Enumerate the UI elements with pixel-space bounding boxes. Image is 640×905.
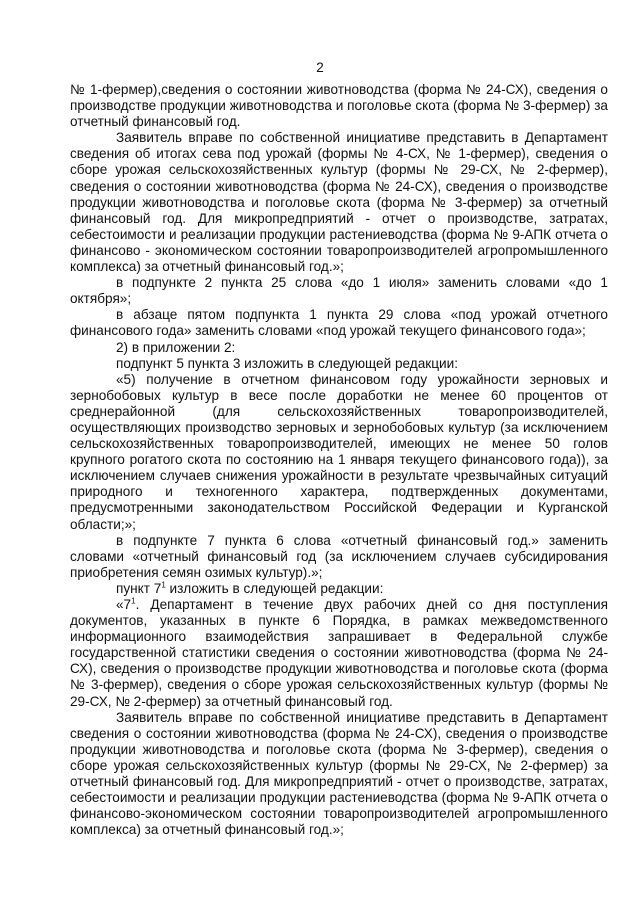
paragraph-subpoint-5-intro — [70, 356, 608, 372]
paragraph-text: в подпункте 7 пункта 6 слова «отчетный финансовый год.» заменить словами «отчетный финансовый год (за исключением случаев субсидирования приобретения семян озимых культур).»; — [70, 532, 608, 580]
paragraph-text: № 1-фермер),сведения о состоянии животноводства (форма № 24-СХ), сведения о производстве продукции животноводства и поголовье скота (форма № 3-фермер) за отчетный финансовый год. — [70, 82, 608, 130]
paragraph-text: «7 — [116, 597, 132, 612]
superscript: 1 — [161, 580, 166, 590]
paragraph-text: Заявитель вправе по собственной инициативе представить в Департамент сведения о состоянии животноводства (форма № 24-СХ), сведения о производстве продукции животноводства и поголовье скота (форма № 3-фермер), сведения о сборе урожая сельскохозяйственных культур (формы № 29-СХ, № 2-фермер) за отчетный финансовый год. Для микропредприятий - отчет о производстве, затратах, себестоимости и реализации продукции растениеводства (форма № 9-АПК отчета о финансово-экономическом состоянии товаропроизводителей агропромышленного комплекса) за отчетный финансовый год.»; — [70, 709, 608, 838]
paragraph-point-7-1-text — [70, 597, 608, 710]
paragraph-text-after: изложить в следующей редакции: — [165, 580, 384, 596]
paragraph-point-7-1-intro — [70, 581, 608, 597]
paragraph-amend-point-6 — [70, 533, 608, 581]
paragraph-applicant-rights-livestock — [70, 710, 608, 839]
paragraph-text: 2) в приложении 2: — [116, 339, 236, 355]
paragraph-text: пункт 7 — [116, 580, 162, 596]
paragraph-amend-point-29 — [70, 307, 608, 339]
paragraph-text: «5) получение в отчетном финансовом году урожайности зерновых и зернобобовых культур в весе после доработки не менее 60 процентов от среднерайонной (для сельскохозяйственных товаропроизводителей, осуществляющих производство зерновых и зернобобовых культур (за исключением сельскохозяйственных товаропроизводителей, имеющих не менее 50 голов крупного рогатого скота по состоянию на 1 января текущего финансового года)), за исключением случаев снижения урожайности в результате чрезвычайных ситуаций природного и техногенного характера, подтвержденных документами, предусмотренными законодательством Российской Федерации и Курганской области;»; — [70, 371, 608, 532]
paragraph-text: в подпункте 2 пункта 25 слова «до 1 июля» заменить словами «до 1 октября»; — [70, 275, 608, 307]
paragraph-continuation — [70, 82, 608, 130]
superscript: 1 — [131, 596, 136, 606]
paragraph-applicant-rights-sowing — [70, 130, 608, 275]
paragraph-text: Заявитель вправе по собственной инициативе представить в Департамент сведения об итогах сева под урожай (формы № 4-СХ, № 1-фермер), сведения о сборе урожая сельскохозяйственных культур (формы № 29-СХ, № 2-фермер), сведения о состоянии животноводства (форма № 24-СХ), сведения о производстве продукции животноводства и поголовье скота (форма № 3-фермер) за отчетный финансовый год. Для микропредприятий - отчет о производстве, затратах, себестоимости и реализации продукции растениеводства (форма № 9-АПК отчета о финансово - экономическом состоянии товаропроизводителей агропромышленного комплекса) за отчетный финансовый год.»; — [70, 130, 608, 275]
paragraph-text: подпункт 5 пункта 3 изложить в следующей редакции: — [116, 355, 458, 371]
document-body — [70, 82, 608, 838]
page-number: 2 — [316, 60, 324, 75]
paragraph-appendix-2 — [70, 340, 608, 356]
paragraph-subpoint-5-text — [70, 372, 608, 533]
paragraph-text: в абзаце пятом подпункта 1 пункта 29 слова «под урожай отчетного финансового года» заменить словами «под урожай текущего финансового года»; — [70, 307, 608, 339]
paragraph-amend-point-25 — [70, 275, 608, 307]
paragraph-text-after: . Департамент в течение двух рабочих дней со дня поступления документов, указанных в пункте 6 Порядка, в рамках межведомственного информационного взаимодействия запрашивает в Федеральной службе государственной статистики сведения о состоянии животноводства (форма № 24-СХ), сведения о производстве продукции животноводства и поголовье скота (форма № 3-фермер), сведения о сборе урожая сельскохозяйственных культур (формы № 29-СХ, № 2-фермер) за отчетный финансовый год. — [70, 597, 608, 709]
